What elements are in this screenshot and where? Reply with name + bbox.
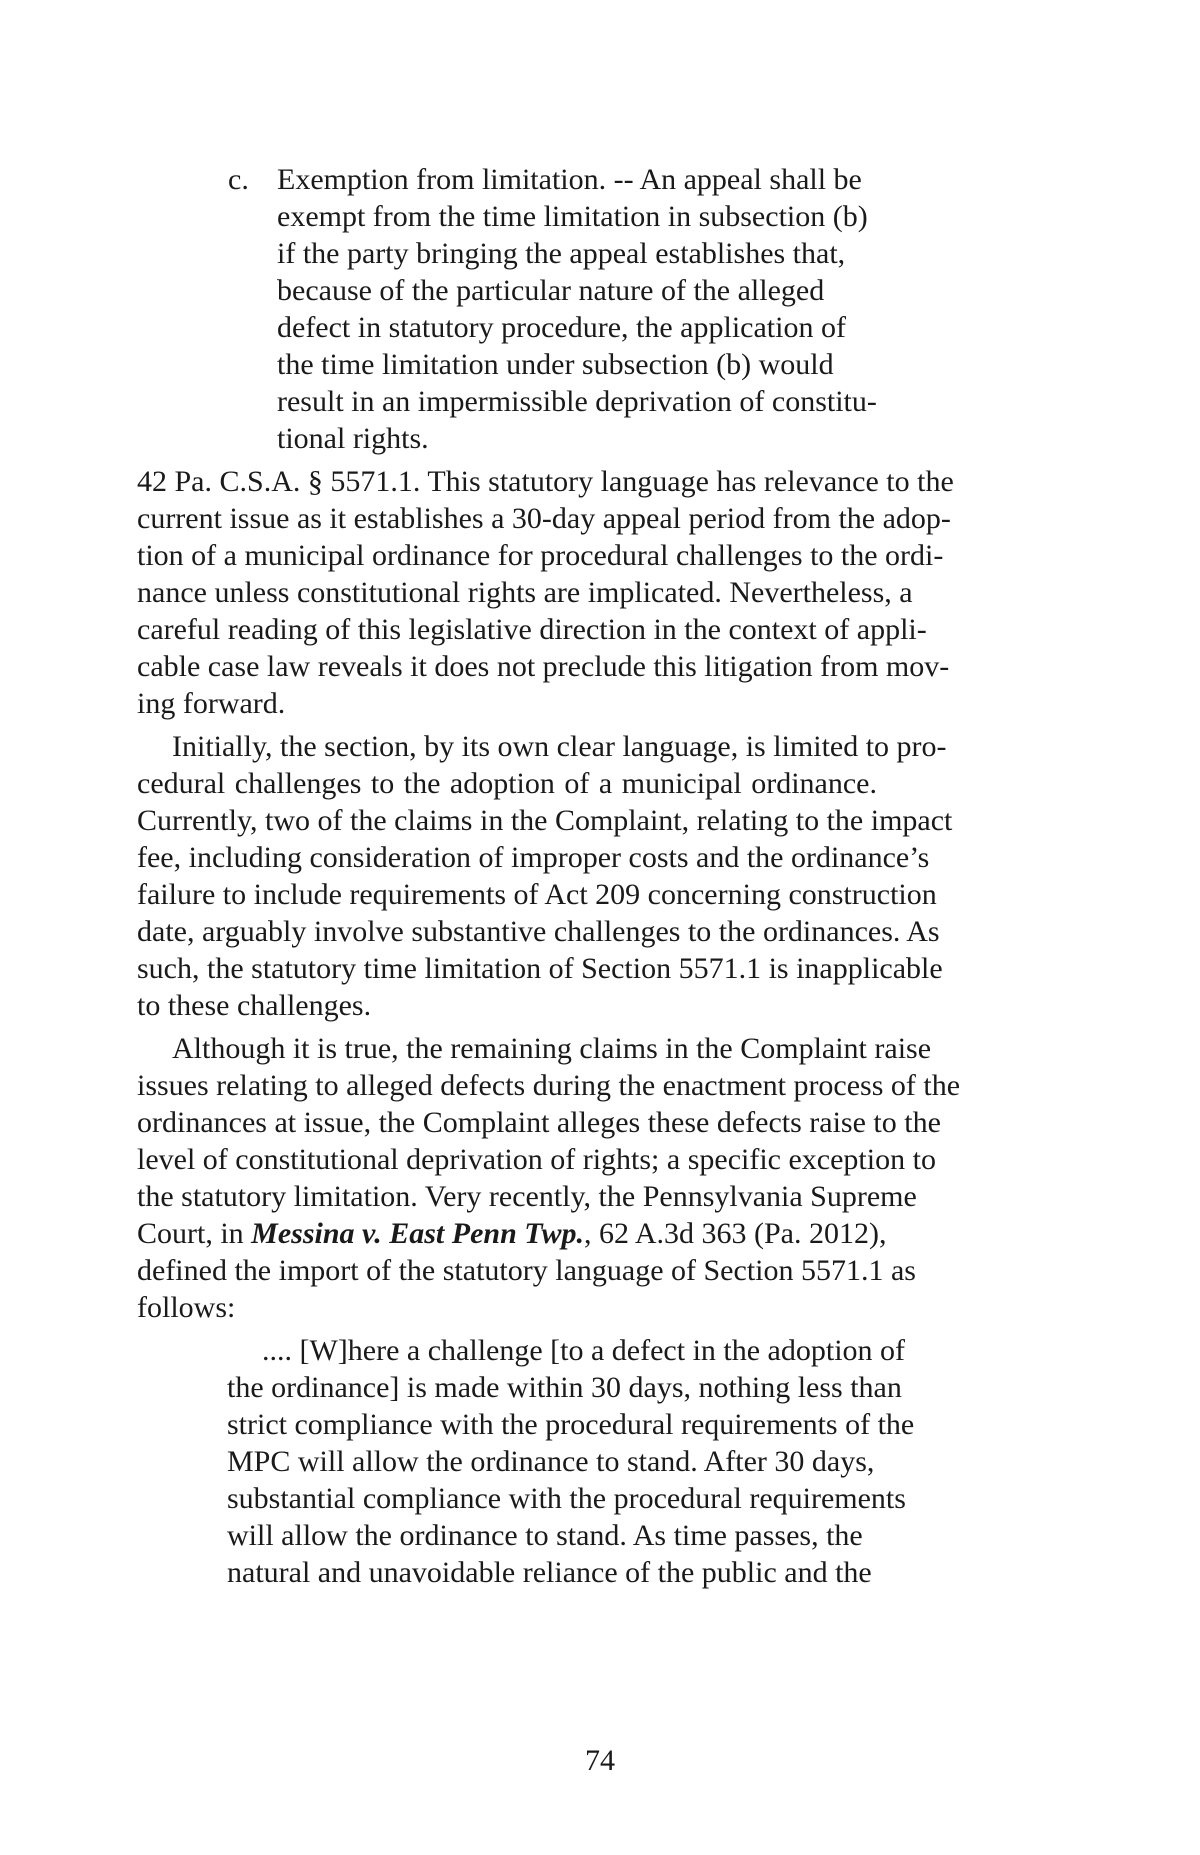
citation-suffix: , 62 A.3d 363 (Pa. 2012), [583, 1217, 887, 1250]
statute-line: tional rights. [277, 422, 429, 455]
body-line: current issue as it establishes a 30-day appeal period from the adop- [137, 502, 951, 535]
statute-line: if the party bringing the appeal establishes that, [277, 237, 846, 270]
quote-line: will allow the ordinance to stand. As time passes, the [227, 1519, 863, 1552]
body-line: follows: [137, 1291, 236, 1324]
body-line: defined the import of the statutory language of Section 5571.1 as [137, 1254, 916, 1287]
quote-line: .... [W]here a challenge [to a defect in the adoption of [262, 1334, 906, 1367]
body-line: careful reading of this legislative direction in the context of appli- [137, 613, 927, 646]
body-line: date, arguably involve substantive challenges to the ordinances. As [137, 915, 940, 948]
body-line: the statutory limitation. Very recently, the Pennsylvania Supreme [137, 1180, 917, 1213]
quote-line: the ordinance] is made within 30 days, nothing less than [227, 1371, 902, 1404]
body-line: nance unless constitutional rights are implicated. Nevertheless, a [137, 576, 913, 609]
body-line: Although it is true, the remaining claims in the Complaint raise [172, 1032, 932, 1065]
body-line: 42 Pa. C.S.A. § 5571.1. This statutory language has relevance to the [137, 465, 954, 498]
quote-line: strict compliance with the procedural requirements of the [227, 1408, 915, 1441]
body-line: such, the statutory time limitation of Section 5571.1 is inapplicable [137, 952, 943, 985]
list-marker-c: c. [228, 163, 249, 196]
body-line: ordinances at issue, the Complaint alleges these defects raise to the [137, 1106, 941, 1139]
body-line: fee, including consideration of improper costs and the ordinance’s [137, 841, 930, 874]
body-line: issues relating to alleged defects during the enactment process of the [137, 1069, 961, 1102]
body-line: Initially, the section, by its own clear language, is limited to pro- [172, 730, 947, 763]
statute-line: exempt from the time limitation in subsection (b) [277, 200, 868, 233]
statute-line: Exemption from limitation. -- An appeal shall be [277, 163, 862, 196]
body-line: tion of a municipal ordinance for procedural challenges to the ordi- [137, 539, 944, 572]
page-number: 74 [585, 1744, 615, 1777]
body-line: failure to include requirements of Act 209 concerning construction [137, 878, 937, 911]
case-name: Messina v. East Penn Twp. [251, 1217, 584, 1250]
quote-line: natural and unavoidable reliance of the public and the [227, 1556, 872, 1589]
quote-line: MPC will allow the ordinance to stand. After 30 days, [227, 1445, 875, 1478]
body-line: Currently, two of the claims in the Complaint, relating to the impact [137, 804, 953, 837]
statute-line: defect in statutory procedure, the application of [277, 311, 846, 344]
statute-line: result in an impermissible deprivation of constitu- [277, 385, 877, 418]
body-line: level of constitutional deprivation of rights; a specific exception to [137, 1143, 936, 1176]
body-line: cable case law reveals it does not preclude this litigation from mov- [137, 650, 950, 683]
citation-prefix: Court, in [137, 1217, 252, 1250]
body-line: to these challenges. [137, 989, 372, 1022]
statute-line: the time limitation under subsection (b) would [277, 348, 834, 381]
body-line: ing forward. [137, 687, 286, 720]
body-line-case-citation [137, 1214, 887, 1253]
statute-line: because of the particular nature of the alleged [277, 274, 825, 307]
quote-line: substantial compliance with the procedural requirements [227, 1482, 906, 1515]
body-line: cedural challenges to the adoption of a municipal ordinance. [137, 767, 877, 800]
